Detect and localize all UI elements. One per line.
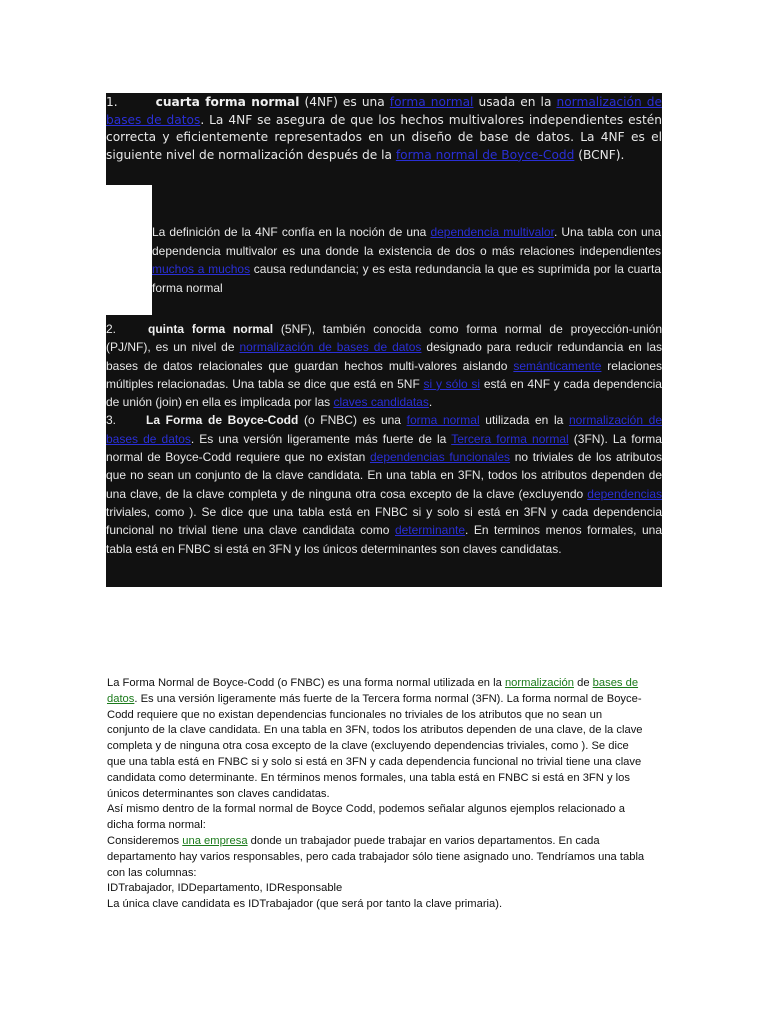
link-forma-normal[interactable]: forma normal (406, 413, 480, 428)
section-5nf-bcnf (106, 315, 662, 587)
paragraph (107, 834, 647, 881)
paragraph: Así mismo dentro de la formal normal de Boyce Codd, podemos señalar algunos ejemplos relacionado a dicha forma normal: (107, 803, 626, 832)
item-number: 3. (106, 413, 117, 428)
text: Consideremos (107, 834, 183, 847)
text: usada en la (473, 95, 557, 109)
link-normalizacion[interactable]: normalización de bases de datos (106, 413, 663, 446)
term-heading: cuarta forma normal (155, 95, 300, 109)
columns-line: IDTrabajador, IDDepartamento, IDResponsable (107, 882, 343, 895)
link-claves-candidatas[interactable]: claves candidatas (333, 395, 429, 410)
indent-gap (106, 185, 152, 315)
text: (BCNF). (574, 147, 625, 162)
link-forma-normal[interactable]: forma normal (389, 95, 474, 109)
text: . La 4NF se asegura de que los hechos multivalores independientes estén correcta y eficientemente representados en un diseño de base de datos. La 4NF es el siguiente nivel de normalización después de la (106, 112, 662, 162)
text: relaciones múltiples relacionadas. Una tabla se dice que está en 5NF (106, 358, 663, 391)
paragraph (107, 676, 647, 802)
text: (3FN). La forma normal de Boyce-Codd requiere que no existan (106, 431, 662, 465)
link-dependencia-multivalor[interactable]: dependencia multivalor (430, 225, 554, 239)
link-una-empresa[interactable]: una empresa (182, 834, 248, 847)
item-number: 1. (106, 95, 118, 109)
term-heading: quinta forma normal (148, 322, 274, 336)
text: La definición de la 4NF confía en la noción de una (152, 225, 431, 239)
link-bcnf[interactable]: forma normal de Boyce-Codd (395, 147, 575, 162)
link-semanticamente[interactable]: semánticamente (513, 358, 602, 373)
link-bases-de-datos[interactable]: bases de datos (107, 677, 639, 705)
text: utilizada en la (479, 413, 569, 428)
section-4nf-definition (152, 223, 661, 297)
link-si-y-solo-si[interactable]: si y sólo si (423, 376, 481, 391)
text: donde un trabajador puede trabajar en varios departamentos. En cada departamento hay varios responsables, pero cada trabajador sólo tiene asignado uno. Tendríamos una tabla con las columnas: (107, 834, 645, 879)
text: causa redundancia; y es esta redundancia la que es suprimida por la cuarta forma normal (152, 262, 661, 295)
link-normalizacion[interactable]: normalización (504, 677, 574, 689)
text: (5NF), también conocida como forma normal de proyección-unión (PJ/NF), es un nivel de (106, 322, 663, 355)
section-bcnf (106, 411, 662, 557)
text: triviales, como ). Se dice que una tabla está en FNBC si y solo si está en 3FN y cada dependencia funcional no trivial tiene una clave candidata como (106, 504, 662, 538)
link-dependencias[interactable]: dependencias (587, 486, 662, 501)
link-normalizacion[interactable]: normalización de bases de datos (106, 95, 662, 127)
bcnf-explanation (107, 676, 647, 913)
link-muchos-a-muchos[interactable]: muchos a muchos (152, 262, 251, 277)
text: . Es una versión ligeramente más fuerte de la Tercera forma normal (3FN). La forma normal de Boyce-Codd requiere que no existan dependencias funcionales no triviales de los atributos que no sean un conjunto de la clave candidata. En una tabla en 3FN, todos los atributos dependen de una clave, de la clave completa y de ninguna otra cosa excepto de la clave (excluyendo dependencias triviales, como ). Se dice que una tabla está en FNBC si y solo si está en 3FN y cada dependencia funcional no trivial tiene una clave candidata como determinante. En términos menos formales, una tabla está en FNBC si está en 3FN y los únicos determinantes son claves candidatas. (107, 692, 643, 800)
text: no triviales de los atributos que no sean un conjunto de la clave candidata. En una tabla en 3FN, todos los atributos dependen de una clave, de la clave completa y de ninguna otra cosa excepto de la clave (excluyendo (106, 450, 663, 501)
text: . (428, 395, 433, 410)
text: . En terminos menos formales, una tabla está en FNBC si está en 3FN y los únicos determinantes son claves candidatas. (106, 523, 662, 556)
item-number: 2. (106, 322, 117, 336)
paragraph: La única clave candidata es IDTrabajador (que será por tanto la clave primaria). (107, 898, 503, 911)
text: de (573, 677, 593, 689)
text: designado para reducir redundancia en las bases de datos relacionales que guardan hechos multi-valores aislando (106, 340, 662, 373)
link-dependencias-funcionales[interactable]: dependencias funcionales (369, 450, 511, 465)
text: (o FNBC) es una (298, 413, 407, 428)
link-tercera-forma-normal[interactable]: Tercera forma normal (451, 431, 569, 446)
link-normalizacion[interactable]: normalización de bases de datos (239, 340, 422, 355)
section-4nf (106, 93, 662, 187)
text: . Una tabla con una dependencia multivalor es una donde la existencia de dos o más relaciones independientes (152, 225, 662, 258)
text: (4NF) es una (299, 95, 390, 109)
link-determinante[interactable]: determinante (394, 523, 465, 538)
section-5nf (106, 320, 662, 411)
text: está en 4NF y cada dependencia de unión (join) en ella es implicada por las (106, 376, 662, 410)
term-heading: La Forma de Boyce-Codd (146, 413, 299, 428)
text: . Es una versión ligeramente más fuerte de la (190, 431, 452, 446)
text: La Forma Normal de Boyce-Codd (o FNBC) es una forma normal utilizada en la (107, 677, 505, 689)
